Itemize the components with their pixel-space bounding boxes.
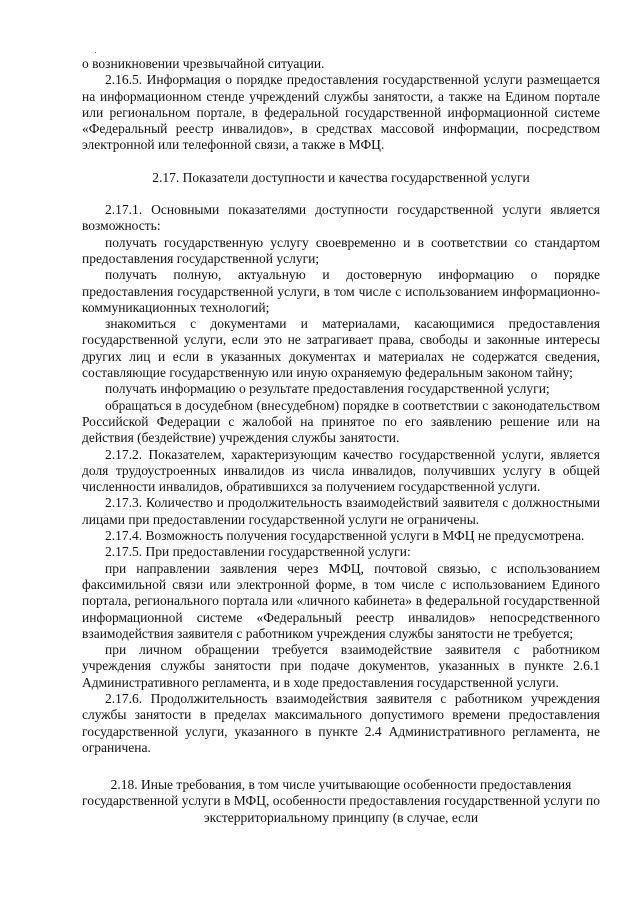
section-gap xyxy=(82,186,600,202)
body-paragraph: при личном обращении требуется взаимодействие заявителя с работником учреждения службы занятости при подаче документов, указанных в пункте 2.6.1 Административного регламента, и в ходе предоставления государственной услуги. xyxy=(82,642,600,690)
section-heading: 2.17. Показатели доступности и качества государственной услуги xyxy=(152,169,530,185)
section-gap xyxy=(82,756,600,777)
body-paragraph: о возникновении чрезвычайной ситуации. xyxy=(82,56,325,71)
body-paragraph: знакомиться с документами и материалами, касающимися предоставления государственной услуги, если это не затрагивает права, свободы и законные интересы других лиц и если в указанных документах и материалах не содержатся сведения, составляющие государственную или иную охраняемую федеральным законом тайну; xyxy=(82,316,600,381)
body-paragraph: 2.17.6. Продолжительность взаимодействия заявителя с работником учреждения службы занятости в пределах максимального допустимого времени предоставления государственной услуги, указанного в пункте 2.4 Административного регламента, не ограничена. xyxy=(82,690,600,755)
body-paragraph: 2.17.3. Количество и продолжительность взаимодействий заявителя с должностными лицами при предоставлении государственной услуги не ограничены. xyxy=(82,495,600,527)
body-paragraph: получать полную, актуальную и достоверную информацию о порядке предоставления государственной услуги, в том числе с использованием информационно-коммуникационных технологий; xyxy=(82,267,600,315)
body-paragraph: 2.16.5. Информация о порядке предоставления государственной услуги размещается на информационном стенде учреждений службы занятости, а также на Едином портале или региональном портале, в федеральной государственной информационной системе «Федеральный реестр инвалидов», в средствах массовой информации, посредством электронной или телефонной связи, а также в МФЦ. xyxy=(82,72,600,153)
body-paragraph: получать информацию о результате предоставления государственной услуги; xyxy=(105,381,550,397)
body-paragraph: 2.17.1. Основными показателями доступности государственной услуги является возможность: xyxy=(82,202,600,234)
body-paragraph: 2.17.5. При предоставлении государственной услуги: xyxy=(105,544,411,560)
body-paragraph: при направлении заявления через МФЦ, почтовой связью, с использованием факсимильной связи или электронной форме, в том числе с использованием Единого портала, регионального портала или «личного кабинета» в федеральной государственной информационной системе «Федеральный реестр инвалидов» непосредственного взаимодействия заявителя с работником учреждения службы занятости не требуется; xyxy=(82,560,600,641)
body-paragraph: 2.17.4. Возможность получения государственной услуги в МФЦ не предусмотрена. xyxy=(105,528,585,544)
body-paragraph: 2.17.2. Показателем, характеризующим качество государственной услуги, является доля трудоустроенных инвалидов из числа инвалидов, получивших услугу в общей численности инвалидов, обратившихся за получением государственной услуги. xyxy=(82,446,600,495)
section-gap xyxy=(82,154,600,170)
scan-speck xyxy=(95,52,96,53)
section-heading: 2.18. Иные требования, в том числе учитывающие особенности предоставления государственной услуги в МФЦ, особенности предоставления государственной услуги по экстерриториальному принципу (в случае, если xyxy=(82,777,600,825)
body-paragraph: получать государственную услугу своевременно и в соответствии со стандартом предоставления государственной услуги; xyxy=(82,234,600,266)
body-paragraph: обращаться в досудебном (внесудебном) порядке в соответствии с законодательством Российской Федерации с жалобой на принятое по его заявлению решение или на действия (бездействие) учреждения службы занятости. xyxy=(82,397,600,446)
document-text xyxy=(82,56,600,826)
